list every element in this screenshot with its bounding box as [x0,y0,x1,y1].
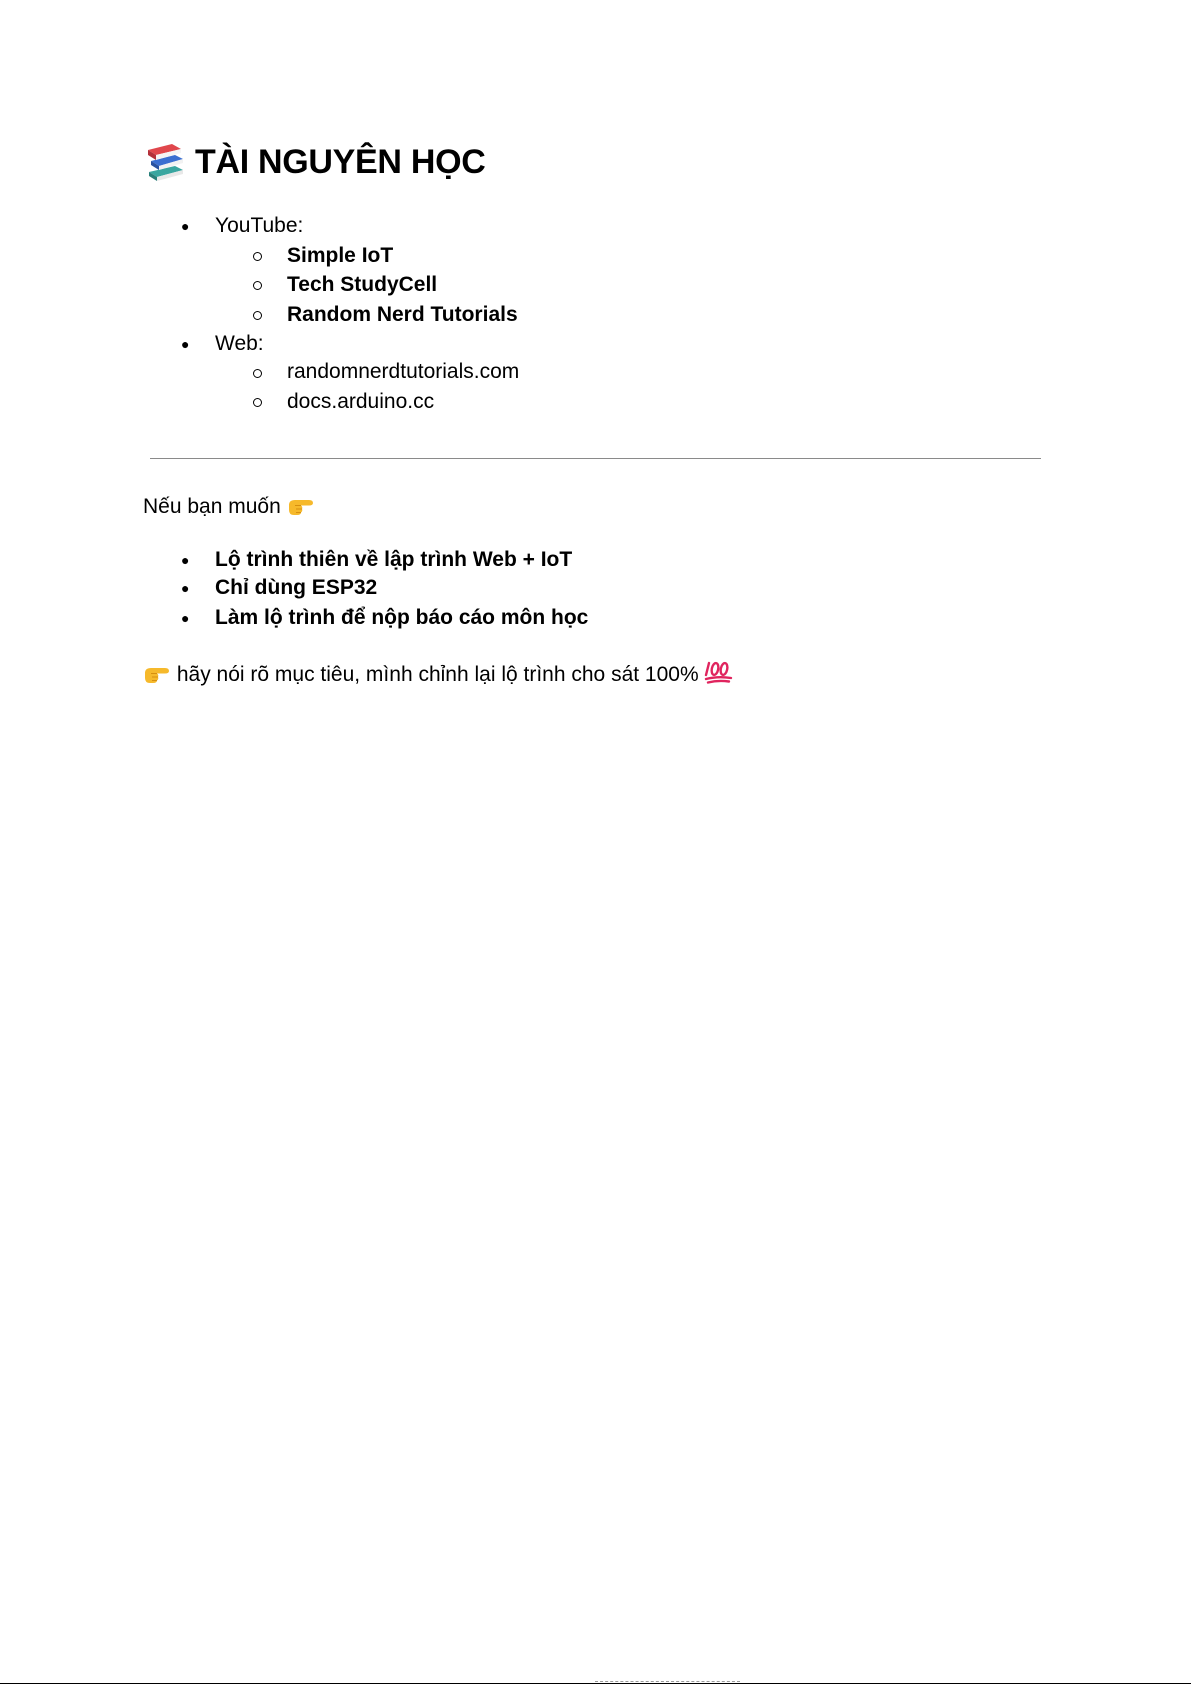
bullet-dot: ● [181,336,190,352]
page-bottom-edge [0,1683,1191,1684]
list-item-youtube-channel: Random Nerd Tutorials [287,303,518,326]
bullet-circle [253,281,262,290]
closing-text: hãy nói rõ mục tiêu, mình chỉnh lại lộ trình cho sát 100% [176,663,699,686]
bullet-dot: ● [181,218,190,234]
bullet-circle [253,369,262,378]
bullet-circle [253,311,262,320]
bullet-circle [253,252,262,261]
hundred-points-icon [704,659,734,685]
heading-title: TÀI NGUYÊN HỌC [195,142,486,181]
list-item-website: randomnerdtutorials.com [287,360,520,383]
horizontal-divider [150,458,1041,459]
list-item-website: docs.arduino.cc [287,390,435,413]
closing-line [143,659,734,687]
list-item-option: Lộ trình thiên về lập trình Web + IoT [215,548,573,571]
followup-intro-line [143,495,315,519]
list-item-option: Làm lộ trình để nộp báo cáo môn học [215,606,589,629]
followup-intro-text: Nếu bạn muốn [143,495,281,518]
bullet-dot: ● [181,580,190,596]
bullet-circle [253,398,262,407]
page-break-mark [595,1681,740,1682]
web-label: Web: [215,332,264,355]
pointing-right-icon [287,496,315,516]
bullet-dot: ● [181,610,190,626]
pointing-right-icon [143,664,171,684]
list-item-youtube-channel: Simple IoT [287,244,394,267]
list-item-youtube-channel: Tech StudyCell [287,273,438,296]
books-icon [145,142,187,182]
bullet-dot: ● [181,552,190,568]
list-item-option: Chỉ dùng ESP32 [215,576,378,599]
youtube-label: YouTube: [215,214,304,237]
section-heading [145,142,485,182]
